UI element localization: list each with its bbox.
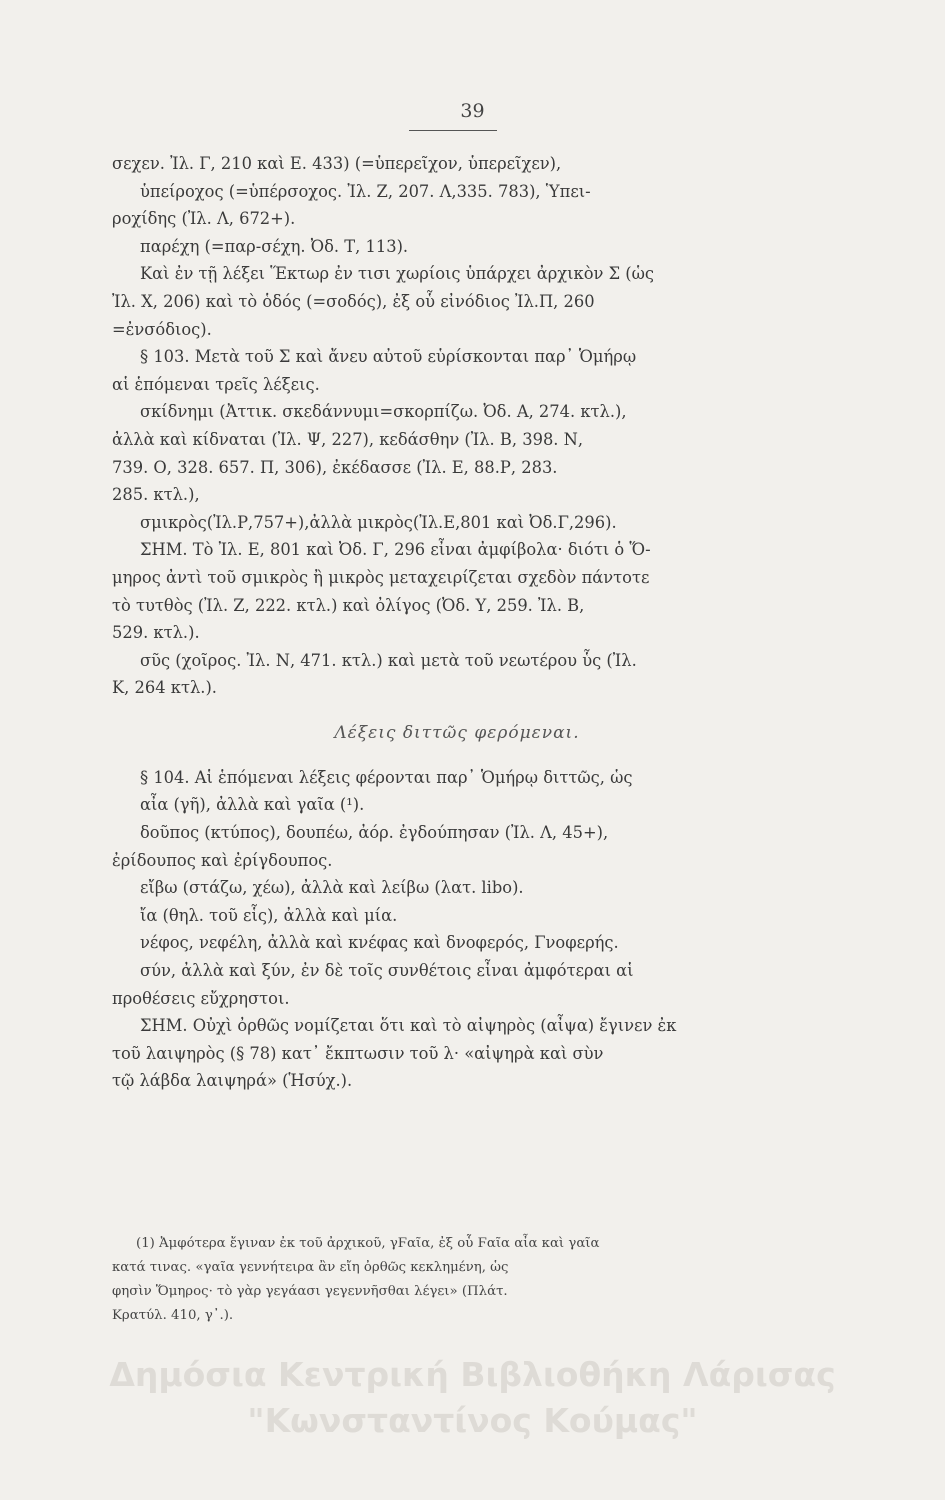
note-line: τὸ τυτθὸς (Ἰλ. Ζ, 222. κτλ.) καὶ ὀλίγος (Ὀδ. Υ, 259. Ἰλ. Β, bbox=[112, 595, 585, 615]
text-line: 739. Ο, 328. 657. Π, 306), ἐκέδασσε (Ἰλ. Ε, 88.Ρ, 283. bbox=[112, 457, 558, 477]
library-watermark bbox=[0, 1352, 945, 1444]
text-line: σεχεν. Ἰλ. Γ, 210 καὶ Ε. 433) (=ὑπερεῖχον, ὑπερεῖχεν), bbox=[112, 154, 562, 173]
text-line: αἱ ἑπόμεναι τρεῖς λέξεις. bbox=[112, 374, 320, 394]
text-line: παρέχη (=παρ-σέχη. Ὀδ. Τ, 113). bbox=[140, 236, 409, 256]
text-line: ροχίδης (Ἰλ. Λ, 672+). bbox=[112, 209, 296, 229]
text-line: σμικρὸς(Ἰλ.Ρ,757+),ἀλλὰ μικρὸς(Ἰλ.Ε,801 καὶ Ὀδ.Γ,296). bbox=[140, 512, 617, 532]
text-line: ἀλλὰ καὶ κίδναται (Ἰλ. Ψ, 227), κεδάσθην (Ἰλ. Β, 398. Ν, bbox=[112, 429, 584, 449]
page-number-rule bbox=[409, 130, 497, 131]
section-heading: Λέξεις διττῶς φερόμεναι. bbox=[334, 722, 580, 743]
note-line: ΣΗΜ. Τὸ Ἰλ. Ε, 801 καὶ Ὀδ. Γ, 296 εἶναι ἀμφίβολα· διότι ὁ Ὅ- bbox=[140, 540, 651, 560]
text-line: προθέσεις εὔχρηστοι. bbox=[112, 988, 290, 1008]
page-number: 39 bbox=[460, 100, 485, 122]
text-line: ἴα (θηλ. τοῦ εἷς), ἀλλὰ καὶ μία. bbox=[140, 905, 398, 925]
text-line: Καὶ ἐν τῇ λέξει Ἕκτωρ ἐν τισι χωρίοις ὑπάρχει ἀρχικὸν Σ (ὡς bbox=[140, 264, 655, 284]
text-line: νέφος, νεφέλη, ἀλλὰ καὶ κνέφας καὶ δνοφερός, Γνοφερής. bbox=[140, 933, 619, 953]
watermark-line-1: Δημόσια Κεντρική Βιβλιοθήκη Λάρισας bbox=[109, 1355, 836, 1394]
text-line: ἐρίδουπος καὶ ἐρίγδουπος. bbox=[112, 850, 333, 870]
note-line: τοῦ λαιψηρὸς (§ 78) κατ᾽ ἔκπτωσιν τοῦ λ· «αἰψηρὰ καὶ σὺν bbox=[112, 1043, 604, 1063]
footnote-line: κατά τινας. «γαῖα γεννήτειρα ἂν εἴη ὀρθῶς κεκλημένη, ὡς bbox=[112, 1260, 509, 1275]
footnote-line: φησὶν Ὅμηρος· τὸ γὰρ γεγάασι γεγεννῆσθαι λέγει» (Πλάτ. bbox=[112, 1284, 508, 1299]
text-line: Ἰλ. Χ, 206) καὶ τὸ ὁδός (=σοδός), ἐξ οὗ εἰνόδιος Ἰλ.Π, 260 bbox=[112, 291, 595, 311]
note-line: ΣΗΜ. Οὐχὶ ὀρθῶς νομίζεται ὅτι καὶ τὸ αἰψηρὸς (αἶψα) ἔγινεν ἐκ bbox=[140, 1016, 677, 1036]
text-line: 285. κτλ.), bbox=[112, 485, 200, 505]
text-line: αἶα (γῆ), ἀλλὰ καὶ γαῖα (¹). bbox=[140, 795, 365, 815]
text-line: εἴβω (στάζω, χέω), ἀλλὰ καὶ λείβω (λατ. libo). bbox=[140, 878, 524, 898]
section-paragraph-104: § 104. Αἱ ἑπόμεναι λέξεις φέρονται παρ᾽ Ὁμήρῳ διττῶς, ὡς bbox=[140, 767, 633, 787]
note-line: μηρος ἀντὶ τοῦ σμικρὸς ἢ μικρὸς μεταχειρίζεται σχεδὸν πάντοτε bbox=[112, 567, 650, 587]
footnote-line: (1) Ἀμφότερα ἔγιναν ἐκ τοῦ ἀρχικοῦ, γϜαῖα, ἐξ οὗ Ϝαῖα αἶα καὶ γαῖα bbox=[136, 1236, 600, 1251]
text-line: σῦς (χοῖρος. Ἰλ. Ν, 471. κτλ.) καὶ μετὰ τοῦ νεωτέρου ὗς (Ἰλ. bbox=[140, 650, 637, 670]
text-line: σύν, ἀλλὰ καὶ ξύν, ἐν δὲ τοῖς συνθέτοις εἶναι ἀμφότεραι αἱ bbox=[140, 961, 634, 981]
text-line: δοῦπος (κτύπος), δουπέω, ἀόρ. ἐγδούπησαν (Ἰλ. Λ, 45+), bbox=[140, 823, 609, 843]
note-line: τῷ λάβδα λαιψηρά» (Ἡσύχ.). bbox=[112, 1071, 353, 1091]
body-text bbox=[112, 150, 802, 1095]
note-line: 529. κτλ.). bbox=[112, 623, 200, 643]
text-line: =ἐνσόδιος). bbox=[112, 319, 212, 339]
text-line: Κ, 264 κτλ.). bbox=[112, 678, 217, 698]
footnote-line: Κρατύλ. 410, γ᾽.). bbox=[112, 1308, 234, 1323]
section-paragraph-103: § 103. Μετὰ τοῦ Σ καὶ ἄνευ αὐτοῦ εὑρίσκονται παρ᾽ Ὁμήρῳ bbox=[140, 347, 637, 367]
footnotes-block bbox=[112, 1232, 812, 1328]
text-line: σκίδνημι (Ἀττικ. σκεδάννυμι=σκορπίζω. Ὀδ. Α, 274. κτλ.), bbox=[140, 402, 627, 422]
text-line: ὑπείροχος (=ὑπέρσοχος. Ἰλ. Ζ, 207. Λ,335. 783), Ὑπει- bbox=[140, 181, 591, 201]
watermark-line-2: "Κωνσταντίνος Κούμας" bbox=[247, 1401, 698, 1440]
